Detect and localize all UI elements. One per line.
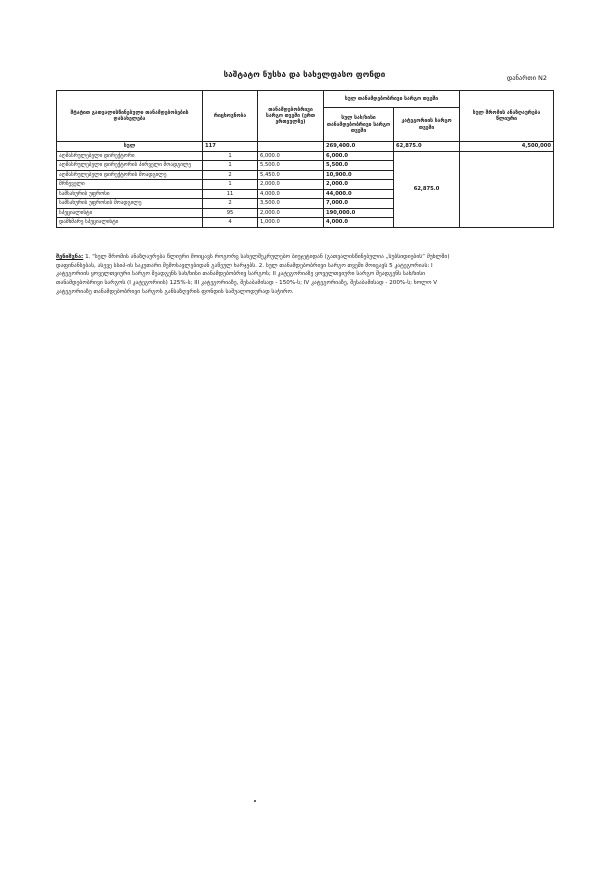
total-count: 117 (203, 142, 258, 152)
header-position: შტატით გათვალისწინებული თანამდებობების დასახელება (57, 91, 203, 142)
notes-paragraph (56, 253, 466, 296)
table-row (57, 151, 554, 161)
header-count: რიცხოვნობა (203, 91, 258, 142)
row-total: 44,000.0 (324, 189, 394, 199)
scan-speck (254, 800, 256, 802)
row-total: 4,000.0 (324, 218, 394, 228)
staff-table (56, 90, 554, 228)
row-count: 2 (203, 199, 258, 209)
row-count: 2 (203, 170, 258, 180)
header-category: კატეგორიის სარგო თვეში (394, 108, 460, 142)
total-monthly (258, 142, 324, 152)
total-annual: 4,500,000 (460, 142, 554, 152)
row-name: აღმასრულებელი დირექტორის მოადგილე (57, 170, 203, 180)
row-name: სპეციალისტი (57, 208, 203, 218)
row-name: აღმასრულებელი დირექტორის პირველი მოადგილე (57, 161, 203, 171)
document-title: საშტატო ნუსხა და სახელფასო ფონდი (223, 70, 386, 79)
row-total: 6,000.0 (324, 151, 394, 161)
row-total: 7,000.0 (324, 199, 394, 209)
row-count: 95 (203, 208, 258, 218)
row-salary: 2,000.0 (258, 180, 324, 190)
row-count: 1 (203, 151, 258, 161)
category-merged: 62,875.0 (394, 151, 460, 227)
row-total: 10,900.0 (324, 170, 394, 180)
total-sum: 269,400.0 (324, 142, 394, 152)
total-label: სულ (57, 142, 203, 152)
row-salary: 5,450.0 (258, 170, 324, 180)
row-total: 190,000.0 (324, 208, 394, 218)
total-row (57, 142, 554, 152)
row-count: 4 (203, 218, 258, 228)
header-annual: სულ შრომის ანაზღაურება წლიური (460, 91, 554, 142)
header-total-all: სულ სახ/ხისი თანამდებობრივი სარგო თვეში (324, 108, 394, 142)
notes-lead: შენიშვნა: (56, 254, 84, 260)
header-monthly-salary: თანამდებობრივი სარგო თვეში (ერთ ერთეულზე) (258, 91, 324, 142)
row-name: სამსახურის უფროსის მოადგილე (57, 199, 203, 209)
annex-label: დანართი N2 (506, 74, 547, 82)
header-total-group: სულ თანამდებობრივი სარგო თვეში (324, 91, 460, 108)
row-salary: 2,000.0 (258, 208, 324, 218)
row-name: მრჩეველი (57, 180, 203, 190)
row-count: 1 (203, 180, 258, 190)
row-name: სამსახურის უფროსი (57, 189, 203, 199)
table-header-row (57, 91, 554, 108)
row-salary: 4,000.0 (258, 189, 324, 199)
row-salary: 5,500.0 (258, 161, 324, 171)
row-total: 5,500.0 (324, 161, 394, 171)
row-salary: 1,000.0 (258, 218, 324, 228)
row-count: 1 (203, 161, 258, 171)
annual-merged (460, 151, 554, 227)
row-name: აღმასრულებელი დირექტორი (57, 151, 203, 161)
notes-text: 1. "სულ შრომის ანაზღაურება წლიური მოიცავს როგორც სახელშეკრულებო ბიუჯეტიდან (გათვალისწინებულია „სუბსიდიების“ მუხლში) დაფინანსებას, ასევე სსიპ-ის საკუთარი შემოსავლებიდან გაწეულ ხარჯებს. 2. სულ თანამდებობრივი სარგო თვეში მოიცავს 5 კატეგორიას: I კატეგორიის ყოველთვიური სარგო შეადგენს სახ/ხისი თანამდებობრივ სარგოს; II კატეგორიაზე ყოველთვიური სარგო შეადგენს სახ/ხისი თანამდებობრივი სარგოს (I კატეგორიის) 125%-ს; III კატეგორიაზე, შესაბამისად - 150%-ს; IV კატეგორიაზე, შესაბამისად - 200%-ს; ხოლო V კატეგორიაზე თანამდებობრივი სარგოს განსაზღვრის ფონდის საშუალოდურად საჭირო. (56, 254, 450, 295)
total-category: 62,875.0 (394, 142, 460, 152)
row-salary: 3,500.0 (258, 199, 324, 209)
row-count: 11 (203, 189, 258, 199)
row-salary: 6,000.0 (258, 151, 324, 161)
row-total: 2,000.0 (324, 180, 394, 190)
row-name: დამხმარე სპეციალისტი (57, 218, 203, 228)
